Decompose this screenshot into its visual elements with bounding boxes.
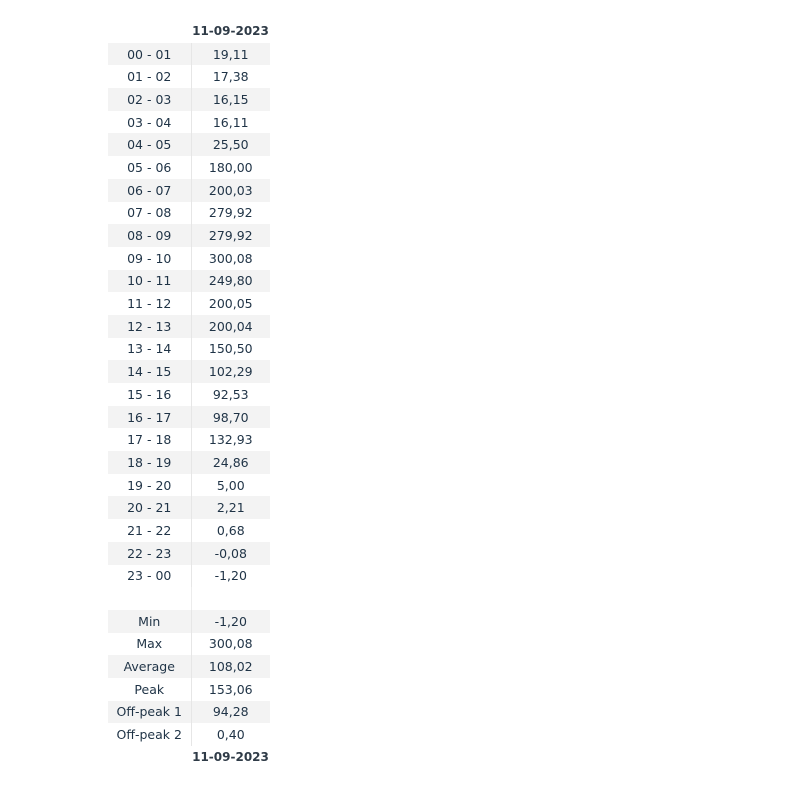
hour-row — [108, 270, 270, 293]
hour-row-value: 0,68 — [216, 522, 245, 538]
hour-row-value: 150,50 — [208, 341, 253, 357]
header-row — [108, 20, 270, 43]
hour-row — [108, 542, 270, 565]
hour-row — [108, 179, 270, 202]
hour-row-label: 21 - 22 — [108, 519, 191, 542]
hour-row-label: 02 - 03 — [108, 88, 191, 111]
hour-row-label: 17 - 18 — [108, 428, 191, 451]
summary-row — [108, 678, 270, 701]
hour-row — [108, 88, 270, 111]
hour-row — [108, 360, 270, 383]
hour-row-value: 24,86 — [191, 451, 270, 474]
hour-row — [108, 133, 270, 156]
summary-row-value: 300,08 — [208, 636, 253, 652]
summary-row-label: Average — [108, 655, 191, 678]
table-body — [108, 43, 270, 746]
hour-row-label: 01 - 02 — [108, 65, 191, 88]
summary-row-label: Max — [108, 633, 191, 656]
hour-row-value: 132,93 — [208, 432, 253, 448]
footer-row — [108, 746, 270, 769]
hour-row — [108, 428, 270, 451]
hour-row-label: 06 - 07 — [108, 179, 191, 202]
hour-row — [108, 247, 270, 270]
hour-row-value: 279,92 — [208, 205, 253, 221]
hour-row — [108, 292, 270, 315]
hour-row-value: 200,05 — [208, 296, 253, 312]
hour-row-value: 19,11 — [191, 43, 270, 66]
footer-corner — [108, 746, 191, 769]
summary-row — [108, 701, 270, 724]
hour-row-value: 180,00 — [208, 159, 253, 175]
hour-row-label: 13 - 14 — [108, 338, 191, 361]
hour-row-value: 2,21 — [191, 496, 270, 519]
hour-row-label: 00 - 01 — [108, 43, 191, 66]
hour-row-value: 102,29 — [191, 360, 270, 383]
hour-row-value: 5,00 — [216, 477, 245, 493]
hour-row — [108, 519, 270, 542]
hour-row — [108, 315, 270, 338]
hour-row-value: 16,15 — [191, 88, 270, 111]
spacer-row — [108, 587, 270, 610]
hour-row — [108, 338, 270, 361]
hour-row-value: 17,38 — [212, 69, 249, 85]
date-footer: 11-09-2023 — [192, 750, 269, 765]
hour-row-label: 20 - 21 — [108, 496, 191, 519]
summary-row-label: Peak — [108, 678, 191, 701]
summary-row — [108, 723, 270, 746]
summary-row-value: 108,02 — [191, 655, 270, 678]
hour-row-label: 14 - 15 — [108, 360, 191, 383]
hour-row-label: 12 - 13 — [108, 315, 191, 338]
hour-row-label: 05 - 06 — [108, 156, 191, 179]
hour-row — [108, 451, 270, 474]
hour-row-label: 18 - 19 — [108, 451, 191, 474]
hour-row-label: 08 - 09 — [108, 224, 191, 247]
hour-row — [108, 156, 270, 179]
hour-row-value: 249,80 — [191, 270, 270, 293]
hour-row-value: 92,53 — [212, 386, 249, 402]
hour-row — [108, 65, 270, 88]
hour-row-value: 200,04 — [191, 315, 270, 338]
hour-row-label: 10 - 11 — [108, 270, 191, 293]
hour-row-label: 04 - 05 — [108, 133, 191, 156]
hour-row-label: 19 - 20 — [108, 474, 191, 497]
hour-row-value: 16,11 — [212, 114, 249, 130]
hour-row-value: 279,92 — [191, 224, 270, 247]
header-corner — [108, 20, 191, 43]
summary-row-value: 94,28 — [191, 701, 270, 724]
hour-row-value: -0,08 — [191, 542, 270, 565]
date-header: 11-09-2023 — [192, 24, 269, 39]
hour-row-label: 03 - 04 — [108, 111, 191, 134]
hour-row — [108, 496, 270, 519]
hour-row-label: 22 - 23 — [108, 542, 191, 565]
hour-row-label: 23 - 00 — [108, 565, 191, 588]
hour-row — [108, 565, 270, 588]
hour-row — [108, 383, 270, 406]
hour-row-label: 09 - 10 — [108, 247, 191, 270]
hour-row — [108, 406, 270, 429]
summary-row-label: Min — [108, 610, 191, 633]
summary-row-label: Off-peak 2 — [108, 723, 191, 746]
spacer-cell — [191, 587, 270, 610]
hour-row-label: 15 - 16 — [108, 383, 191, 406]
hour-row-value: -1,20 — [214, 568, 247, 584]
hour-row-value: 200,03 — [191, 179, 270, 202]
hour-row — [108, 111, 270, 134]
summary-row — [108, 633, 270, 656]
hour-row-value: 300,08 — [208, 250, 253, 266]
hour-row-value: 25,50 — [191, 133, 270, 156]
hour-row — [108, 224, 270, 247]
summary-row-value: -1,20 — [191, 610, 270, 633]
summary-row — [108, 655, 270, 678]
hour-row — [108, 474, 270, 497]
hour-row — [108, 43, 270, 66]
hour-row — [108, 202, 270, 225]
hour-row-label: 16 - 17 — [108, 406, 191, 429]
hour-row-label: 07 - 08 — [108, 202, 191, 225]
summary-row-value: 0,40 — [216, 727, 245, 743]
spacer-cell — [108, 587, 191, 610]
summary-row-label: Off-peak 1 — [108, 701, 191, 724]
hour-row-label: 11 - 12 — [108, 292, 191, 315]
hour-row-value: 98,70 — [191, 406, 270, 429]
summary-row-value: 153,06 — [208, 681, 253, 697]
summary-row — [108, 610, 270, 633]
price-table — [108, 20, 270, 769]
